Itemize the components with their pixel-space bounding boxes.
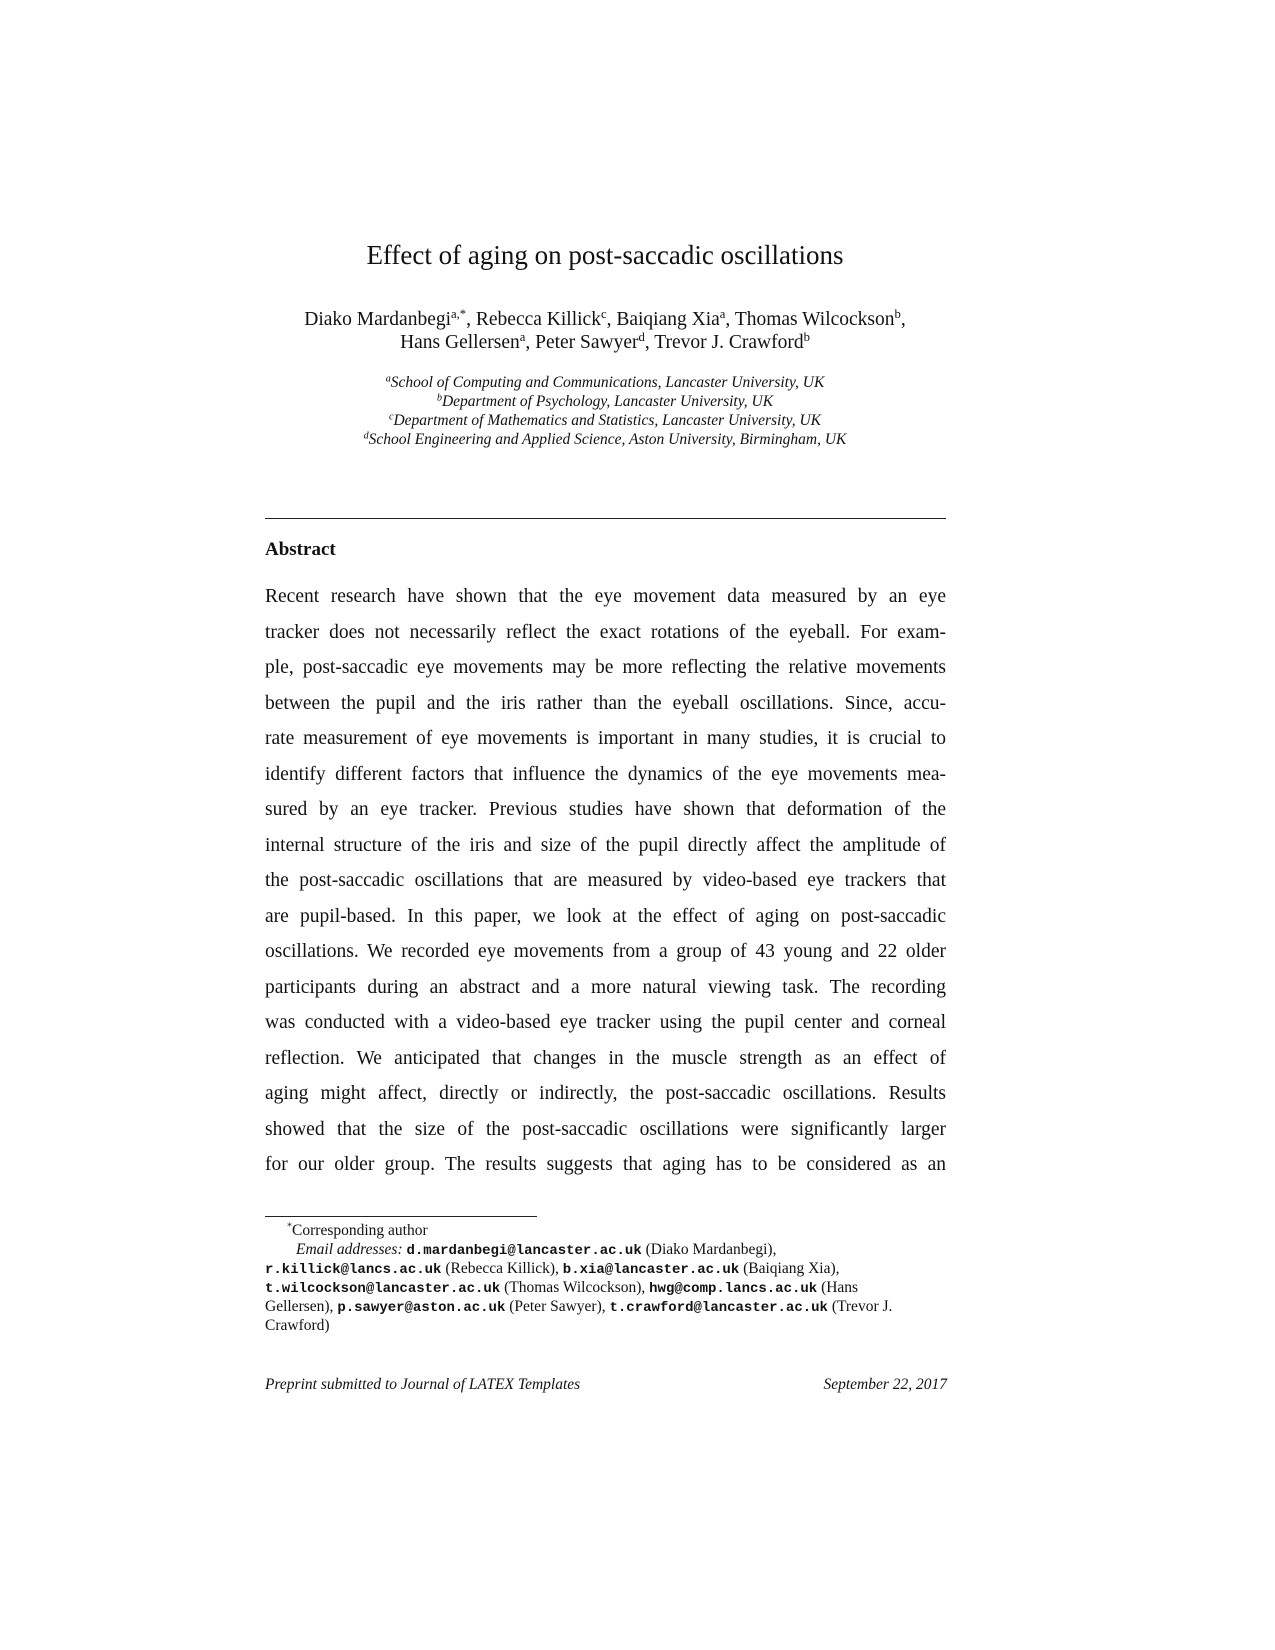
- author-line-2: Hans Gellersen$^a$, Peter Sawyer$^d$, Trevor J. Crawford$^b$: [400, 330, 810, 353]
- divider: [265, 518, 946, 519]
- footnote-emails-1: Email addresses: d.mardanbegi@lancaster.ac.uk (Diako Mardanbegi),: [296, 1241, 777, 1259]
- abstract-line: reflection. We anticipated that changes in the muscle strength as an effect of: [265, 1047, 946, 1069]
- email-link[interactable]: p.sawyer@aston.ac.uk: [337, 1300, 506, 1316]
- footnote-emails-5: Crawford): [265, 1317, 330, 1334]
- abstract-line: Recent research have shown that the eye movement data measured by an eye: [265, 586, 946, 607]
- author: Rebecca Killick$^c$: [475, 307, 607, 330]
- abstract-line: ple, post-saccadic eye movements may be more reflecting the relative movements: [265, 657, 946, 678]
- abstract-line: tracker does not necessarily reflect the exact rotations of the eyeball. For exam-: [265, 621, 946, 643]
- footnote-emails-3: t.wilcockson@lancaster.ac.uk (Thomas Wilcockson), hwg@comp.lancs.ac.uk (Hans: [265, 1279, 859, 1297]
- footnote-emails-2: r.killick@lancs.ac.uk (Rebecca Killick), b.xia@lancaster.ac.uk (Baiqiang Xia),: [265, 1260, 840, 1278]
- affiliation: $^c$Department of Mathematics and Statistics, Lancaster University, UK: [389, 411, 821, 429]
- abstract-line: oscillations. We recorded eye movements from a group of 43 young and 22 older: [265, 941, 946, 962]
- abstract-line: internal structure of the iris and size of the pupil directly affect the amplitude of: [265, 834, 946, 856]
- footer-preprint: Preprint submitted to Journal of LATEX Templates: [265, 1376, 581, 1393]
- footer-date: September 22, 2017: [823, 1376, 947, 1393]
- abstract-line: the post-saccadic oscillations that are measured by video-based eye trackers that: [265, 870, 946, 891]
- affiliation: $^d$School Engineering and Applied Science, Aston University, Birmingham, UK: [363, 430, 847, 448]
- affiliation: $^a$School of Computing and Communications, Lancaster University, UK: [385, 373, 825, 391]
- email-link[interactable]: r.killick@lancs.ac.uk: [265, 1262, 442, 1278]
- paper-title: Effect of aging on post-saccadic oscillations: [366, 240, 844, 270]
- abstract-line: showed that the size of the post-saccadic oscillations were significantly larger: [265, 1118, 946, 1140]
- author: Thomas Wilcockson$^b$: [734, 307, 901, 330]
- email-link[interactable]: t.crawford@lancaster.ac.uk: [609, 1300, 828, 1316]
- author: Baiqiang Xia$^a$: [616, 307, 726, 330]
- abstract-line: between the pupil and the iris rather than the eyeball oscillations. Since, accu-: [265, 692, 946, 714]
- author-line-1: Diako Mardanbegi$^{a,*}$, Rebecca Killick$^c$, Baiqiang Xia$^a$, Thomas Wilcockson$^b$,: [304, 307, 906, 330]
- author: Diako Mardanbegi$^{a,*}$: [304, 307, 467, 330]
- footnote-emails-4: Gellersen), p.sawyer@aston.ac.uk (Peter Sawyer), t.crawford@lancaster.ac.uk (Trevor J.: [265, 1298, 893, 1316]
- abstract-line: sured by an eye tracker. Previous studies have shown that deformation of the: [265, 799, 946, 820]
- email-link[interactable]: b.xia@lancaster.ac.uk: [562, 1262, 740, 1278]
- footnote-corresponding: *Corresponding author: [287, 1221, 428, 1239]
- footnote-rule: [265, 1216, 537, 1217]
- author: Trevor J. Crawford$^b$: [654, 330, 810, 353]
- abstract-line: was conducted with a video-based eye tracker using the pupil center and corneal: [265, 1012, 946, 1033]
- email-link[interactable]: d.mardanbegi@lancaster.ac.uk: [406, 1243, 642, 1259]
- author: Hans Gellersen$^a$: [400, 330, 526, 353]
- abstract-line: are pupil-based. In this paper, we look at the effect of aging on post-saccadic: [265, 905, 946, 927]
- email-link[interactable]: hwg@comp.lancs.ac.uk: [649, 1281, 818, 1297]
- abstract-line: rate measurement of eye movements is important in many studies, it is crucial to: [265, 728, 946, 749]
- affiliation: $^b$Department of Psychology, Lancaster University, UK: [436, 392, 774, 410]
- email-link[interactable]: t.wilcockson@lancaster.ac.uk: [265, 1281, 501, 1297]
- abstract-line: identify different factors that influence the dynamics of the eye movements mea-: [265, 763, 946, 785]
- abstract-line: aging might affect, directly or indirectly, the post-saccadic oscillations. Results: [265, 1083, 946, 1104]
- abstract-line: for our older group. The results suggests that aging has to be considered as an: [265, 1154, 946, 1175]
- abstract-heading: Abstract: [265, 539, 336, 560]
- abstract-line: participants during an abstract and a more natural viewing task. The recording: [265, 976, 946, 998]
- author: Peter Sawyer$^d$: [535, 330, 645, 353]
